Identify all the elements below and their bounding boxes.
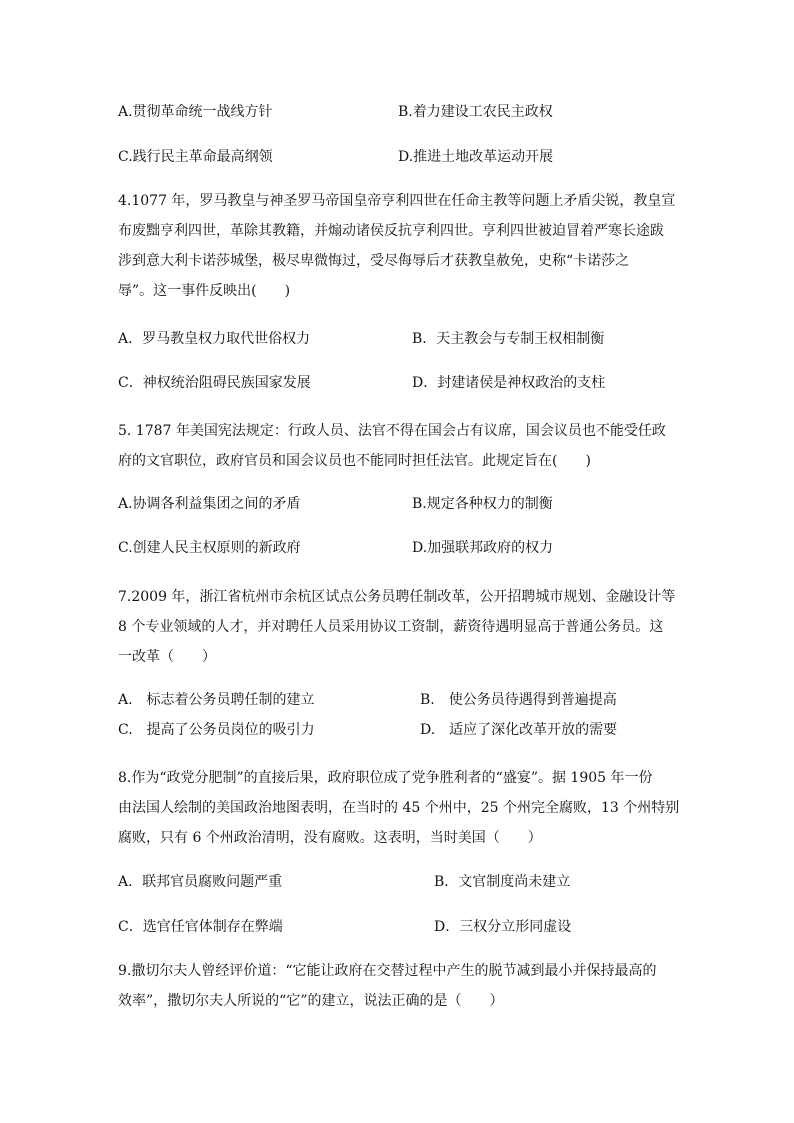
q8-stem — [118, 763, 680, 853]
q7-line-3: 一改革（ ） — [118, 649, 216, 665]
q3-option-b[interactable]: B.着力建设工农民主政权 — [398, 104, 553, 120]
q3-option-d[interactable]: D.推进土地改革运动开展 — [398, 149, 554, 165]
q7-stem — [118, 582, 680, 672]
q4-option-a[interactable]: A．罗马教皇权力取代世俗权力 — [118, 331, 311, 347]
q4-line-2: 布废黜亨利四世，革除其教籍，并煽动诸侯反抗亨利四世。亨利四世被迫冒着严寒长途跋 — [118, 223, 664, 239]
q5-option-d[interactable]: D.加强联邦政府的权力 — [412, 540, 554, 556]
q7-option-a[interactable]: A. 标志着公务员聘任制的建立 — [118, 692, 315, 708]
q8-line-3: 腐败，只有 6 个州政治清明，没有腐败。这表明，当时美国（ ） — [118, 830, 542, 846]
q8-option-c[interactable]: C．选官任官体制存在弊端 — [118, 919, 283, 935]
q5-stem — [118, 416, 680, 476]
q5-option-c[interactable]: C.创建人民主权原则的新政府 — [118, 540, 301, 556]
q9-line-1: 9.撒切尔夫人曾经评价道：“它能让政府在交替过程中产生的脱节减到最小并保持最高的 — [118, 963, 657, 979]
q4-stem — [118, 186, 680, 306]
q9-stem — [118, 956, 680, 1016]
q8-option-d[interactable]: D．三权分立形同虚设 — [434, 919, 572, 935]
q8-option-b[interactable]: B．文官制度尚未建立 — [434, 874, 571, 890]
q5-line-2: 府的文官职位，政府官员和国会议员也不能同时担任法官。此规定旨在( ) — [118, 453, 591, 469]
q4-option-c[interactable]: C．神权统治阻碍民族国家发展 — [118, 375, 311, 391]
q7-line-1: 7.2009 年，浙江省杭州市余杭区试点公务员聘任制改革，公开招聘城市规划、金融设计等 — [118, 589, 676, 605]
q8-option-a[interactable]: A．联邦官员腐败问题严重 — [118, 874, 283, 890]
q4-line-3: 涉到意大利卡诺莎城堡，极尽卑微悔过，受尽侮辱后才获教皇赦免，史称“卡诺莎之 — [118, 253, 630, 269]
q4-option-b[interactable]: B．天主教会与专制王权相制衡 — [412, 331, 605, 347]
q9-line-2: 效率”，撒切尔夫人所说的“它”的建立，说法正确的是（ ） — [118, 993, 504, 1009]
q4-line-4: 辱”。这一事件反映出( ) — [118, 283, 291, 299]
q5-option-b[interactable]: B.规定各种权力的制衡 — [412, 496, 553, 512]
q8-line-2: 由法国人绘制的美国政治地图表明，在当时的 45 个州中，25 个州完全腐败，13 个州特别 — [118, 800, 680, 816]
q4-option-d[interactable]: D．封建诸侯是神权政治的支柱 — [412, 375, 606, 391]
q3-option-c[interactable]: C.践行民主革命最高纲领 — [118, 149, 273, 165]
q4-line-1: 4.1077 年，罗马教皇与神圣罗马帝国皇帝亨利四世在任命主教等问题上矛盾尖锐，教皇宣 — [118, 193, 676, 209]
q5-option-a[interactable]: A.协调各利益集团之间的矛盾 — [118, 496, 301, 512]
q7-line-2: 8 个专业领域的人才，并对聘任人员采用协议工资制，薪资待遇明显高于普通公务员。这 — [118, 619, 664, 635]
q7-option-c[interactable]: C. 提高了公务员岗位的吸引力 — [118, 722, 315, 738]
q8-line-1: 8.作为“政党分肥制”的直接后果，政府职位成了党争胜利者的“盛宴”。据 1905 年一份 — [118, 770, 653, 786]
q3-option-a[interactable]: A.贯彻革命统一战线方针 — [118, 104, 273, 120]
q5-line-1: 5. 1787 年美国宪法规定：行政人员、法官不得在国会占有议席，国会议员也不能受任政 — [118, 423, 666, 439]
q7-option-b[interactable]: B. 使公务员待遇得到普遍提高 — [420, 692, 617, 708]
q7-option-d[interactable]: D. 适应了深化改革开放的需要 — [420, 722, 618, 738]
